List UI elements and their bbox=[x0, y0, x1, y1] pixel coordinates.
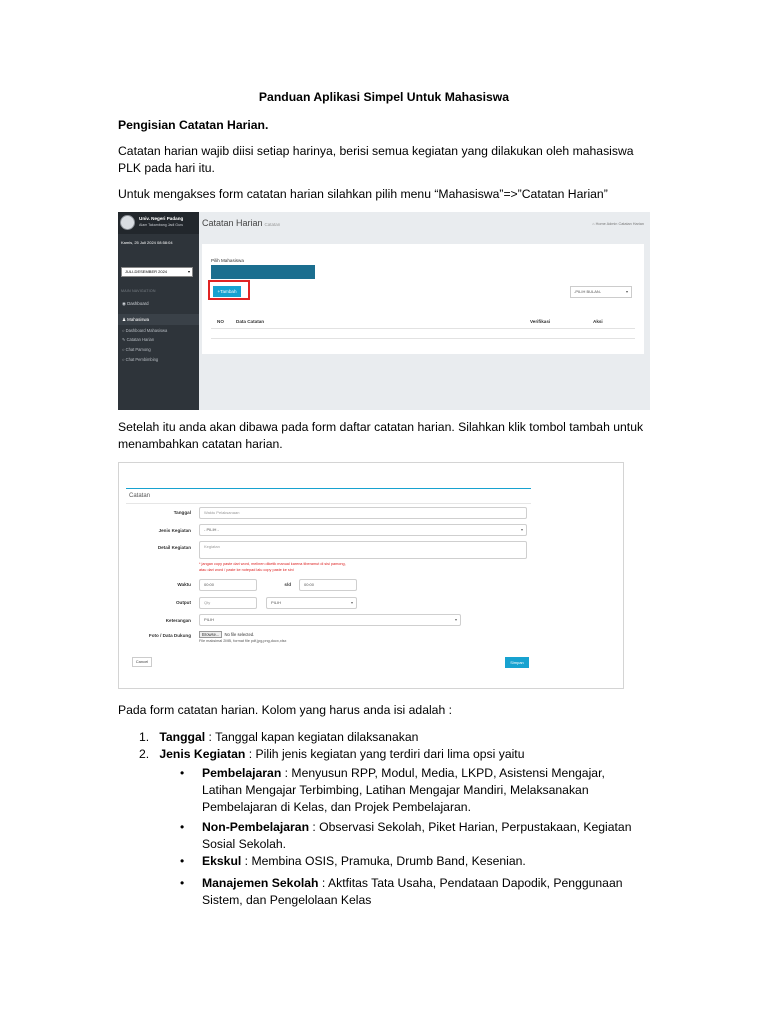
bullet-desc: : Aktfitas Tata Usaha, Pendataan Dapodik, Penggunaan Sistem, dan Pengelolaan Kelas bbox=[202, 876, 623, 907]
bullet-icon: • bbox=[180, 854, 185, 868]
file-note: File maksimal 2MB, format file pdf,jpg,png,docx,xlsx bbox=[199, 639, 287, 643]
bullet-term: Manajemen Sekolah bbox=[202, 876, 319, 890]
column-header-verifikasi: Verifikasi bbox=[530, 319, 551, 324]
chevron-down-icon: ▾ bbox=[520, 527, 523, 532]
form-header-divider bbox=[126, 503, 531, 504]
nav-sub-label: Chat Pembimbing bbox=[125, 357, 159, 362]
jenis-kegiatan-select[interactable] bbox=[199, 524, 527, 536]
page-subtitle: Catatan bbox=[264, 222, 281, 227]
nav-item-label: Mahasiswa bbox=[127, 317, 150, 322]
nav-item-mahasiswa[interactable] bbox=[118, 314, 199, 325]
bullet-desc: : Observasi Sekolah, Piket Harian, Perpustakaan, Kegiatan Sosial Sekolah. bbox=[202, 820, 632, 851]
output-qty-input[interactable]: Qty bbox=[199, 597, 257, 609]
list-item bbox=[139, 746, 659, 763]
tambah-button[interactable]: +Tambah bbox=[213, 286, 241, 297]
paragraph-intro: Catatan harian wajib diisi setiap harinya, berisi semua kegiatan yang dilakukan oleh mahasiswa PLK pada hari itu. bbox=[118, 144, 634, 175]
brand-name: Univ. Negeri Padang bbox=[139, 216, 184, 221]
simpan-button[interactable]: Simpan bbox=[505, 657, 529, 668]
bullet-term: Ekskul bbox=[202, 854, 242, 868]
list-term: Jenis Kegiatan bbox=[159, 747, 246, 761]
content-card bbox=[202, 244, 644, 354]
document-title: Panduan Aplikasi Simpel Untuk Mahasiswa bbox=[258, 90, 510, 104]
table-header-divider bbox=[211, 328, 635, 329]
form-header: Catatan bbox=[129, 493, 151, 499]
nav-sub-label: Catatan Harian bbox=[126, 337, 155, 342]
list-number: 1. bbox=[139, 730, 150, 744]
dashboard-icon: ◉ bbox=[122, 301, 128, 306]
user-icon: ♟ bbox=[122, 317, 128, 322]
pilih-mahasiswa-label: Pilih Mahasiswa bbox=[211, 258, 244, 263]
warning-line: atau dari word / paste ke notepad lalu copy paste ke sini bbox=[199, 567, 294, 572]
list-number: 2. bbox=[139, 747, 150, 761]
list-item bbox=[139, 729, 659, 746]
waktu-from-input[interactable]: 00:00 bbox=[199, 579, 257, 591]
foto-label: Foto / Data Dukung bbox=[148, 633, 191, 638]
nav-item-dashboard[interactable] bbox=[118, 298, 199, 309]
detail-kegiatan-label: Detail Kegiatan bbox=[157, 545, 191, 550]
paragraph-access: Untuk mengakses form catatan harian silahkan pilih menu “Mahasiswa”=>”Catatan Harian” bbox=[118, 187, 608, 201]
screenshot-catatan-form bbox=[118, 462, 624, 689]
jenis-kegiatan-label: Jenis Kegiatan bbox=[158, 528, 191, 533]
bullet-item bbox=[202, 765, 647, 816]
university-logo-icon bbox=[120, 215, 135, 230]
keterangan-value: PILIH bbox=[204, 617, 215, 622]
bullet-item bbox=[202, 819, 647, 853]
bullet-icon: • bbox=[180, 820, 185, 834]
section-heading: Pengisian Catatan Harian. bbox=[118, 118, 269, 132]
bullet-desc: : Menyusun RPP, Modul, Media, LKPD, Asistensi Mengajar, Latihan Mengajar Terbimbing, Latihan Mengajar Mandiri, Melaksanakan Pembelajaran di Kelas, dan Projek Pembelajaran. bbox=[202, 766, 605, 814]
nav-sub-dashboard-mahasiswa[interactable]: ○ Dashboard Mahasiswa bbox=[122, 328, 168, 333]
nav-sub-catatan-harian[interactable]: ✎ Catatan Harian bbox=[122, 337, 155, 342]
waktu-label: Waktu bbox=[177, 582, 191, 587]
bullet-item bbox=[202, 853, 647, 870]
output-unit-select[interactable] bbox=[266, 597, 357, 609]
nav-sub-chat-pembimbing[interactable]: ○ Chat Pembimbing bbox=[122, 357, 159, 362]
nav-sub-label: Chat Pamong bbox=[125, 347, 151, 352]
nav-header: MAIN NAVIGATION bbox=[121, 289, 156, 293]
breadcrumb bbox=[592, 222, 644, 226]
mahasiswa-select-redacted[interactable] bbox=[211, 265, 315, 279]
waktu-to-input[interactable]: 00:00 bbox=[299, 579, 357, 591]
bulan-select[interactable] bbox=[570, 286, 632, 298]
paragraph-form-list: Setelah itu anda akan dibawa pada form daftar catatan harian. Silahkan klik tombol tambah untuk menambahkan catatan harian. bbox=[118, 420, 644, 451]
screenshot-catatan-harian-list bbox=[118, 212, 650, 410]
file-input[interactable] bbox=[199, 631, 254, 638]
chevron-down-icon: ▾ bbox=[625, 289, 628, 294]
chevron-down-icon: ▾ bbox=[350, 600, 353, 605]
column-header-data-catatan: Data Catatan bbox=[236, 319, 265, 324]
main-content bbox=[199, 212, 650, 410]
sidebar bbox=[118, 212, 199, 410]
nav-sub-label: Dashboard Mahasiswa bbox=[125, 328, 168, 333]
tanggal-input[interactable]: Waktu Pelaksanaan bbox=[199, 507, 527, 519]
bullet-desc: : Membina OSIS, Pramuka, Drumb Band, Kesenian. bbox=[241, 854, 526, 868]
list-desc: : Pilih jenis kegiatan yang terdiri dari lima opsi yaitu bbox=[245, 747, 525, 761]
output-label: Output bbox=[175, 600, 191, 605]
list-term: Tanggal bbox=[159, 730, 206, 744]
browse-button[interactable]: Browse... bbox=[199, 631, 222, 638]
tanggal-label: Tanggal bbox=[173, 510, 191, 515]
bullet-icon: • bbox=[180, 766, 185, 780]
current-datetime: Kamis, 25 Juli 2024 08:58:04 bbox=[121, 240, 173, 245]
cancel-button[interactable]: Cancel bbox=[132, 657, 152, 667]
bullet-icon: • bbox=[180, 876, 185, 890]
warning-line: * jangan copy paste dari word, melinen diketik manual karena tiberamut di sisi pamong, bbox=[199, 562, 346, 566]
keterangan-label: Keterangan bbox=[165, 618, 191, 623]
bullet-term: Non-Pembelajaran bbox=[202, 820, 310, 834]
chevron-down-icon: ▾ bbox=[187, 269, 190, 274]
page-title-text: Catatan Harian bbox=[202, 218, 263, 228]
keterangan-select[interactable] bbox=[199, 614, 461, 626]
brand-sub: Alam Takambang Jadi Guru bbox=[139, 223, 184, 227]
period-value: JULI-DESEMBER 2024 bbox=[125, 269, 168, 274]
list-desc: : Tanggal kapan kegiatan dilaksanakan bbox=[205, 730, 419, 744]
sd-label: s/d bbox=[284, 582, 291, 587]
column-header-no: NO bbox=[217, 319, 224, 324]
nav-sub-chat-pamong[interactable]: ○ Chat Pamong bbox=[122, 347, 151, 352]
nav-item-label: Dashboard bbox=[127, 301, 149, 306]
copy-paste-warning bbox=[199, 562, 399, 573]
jenis-kegiatan-value: - PILIH - bbox=[204, 527, 219, 532]
breadcrumb-text: Home Admin Catatan Harian bbox=[595, 222, 644, 226]
detail-kegiatan-textarea[interactable]: Kegiatan bbox=[199, 541, 527, 559]
bullet-term: Pembelajaran bbox=[202, 766, 282, 780]
home-icon: ⌂ bbox=[592, 222, 596, 226]
column-header-aksi: Aksi bbox=[593, 319, 603, 324]
file-status: No file selected. bbox=[224, 632, 255, 637]
chevron-down-icon: ▾ bbox=[454, 617, 457, 622]
bullet-item bbox=[202, 875, 647, 909]
period-select[interactable] bbox=[121, 267, 193, 277]
bulan-placeholder: -PILIH BULAN- bbox=[574, 289, 602, 294]
page-title bbox=[202, 218, 280, 228]
sidebar-brand bbox=[118, 212, 199, 234]
paragraph-required-fields: Pada form catatan harian. Kolom yang harus anda isi adalah : bbox=[118, 703, 453, 717]
output-unit-value: PILIH bbox=[271, 600, 282, 605]
table-row-divider bbox=[211, 338, 635, 339]
